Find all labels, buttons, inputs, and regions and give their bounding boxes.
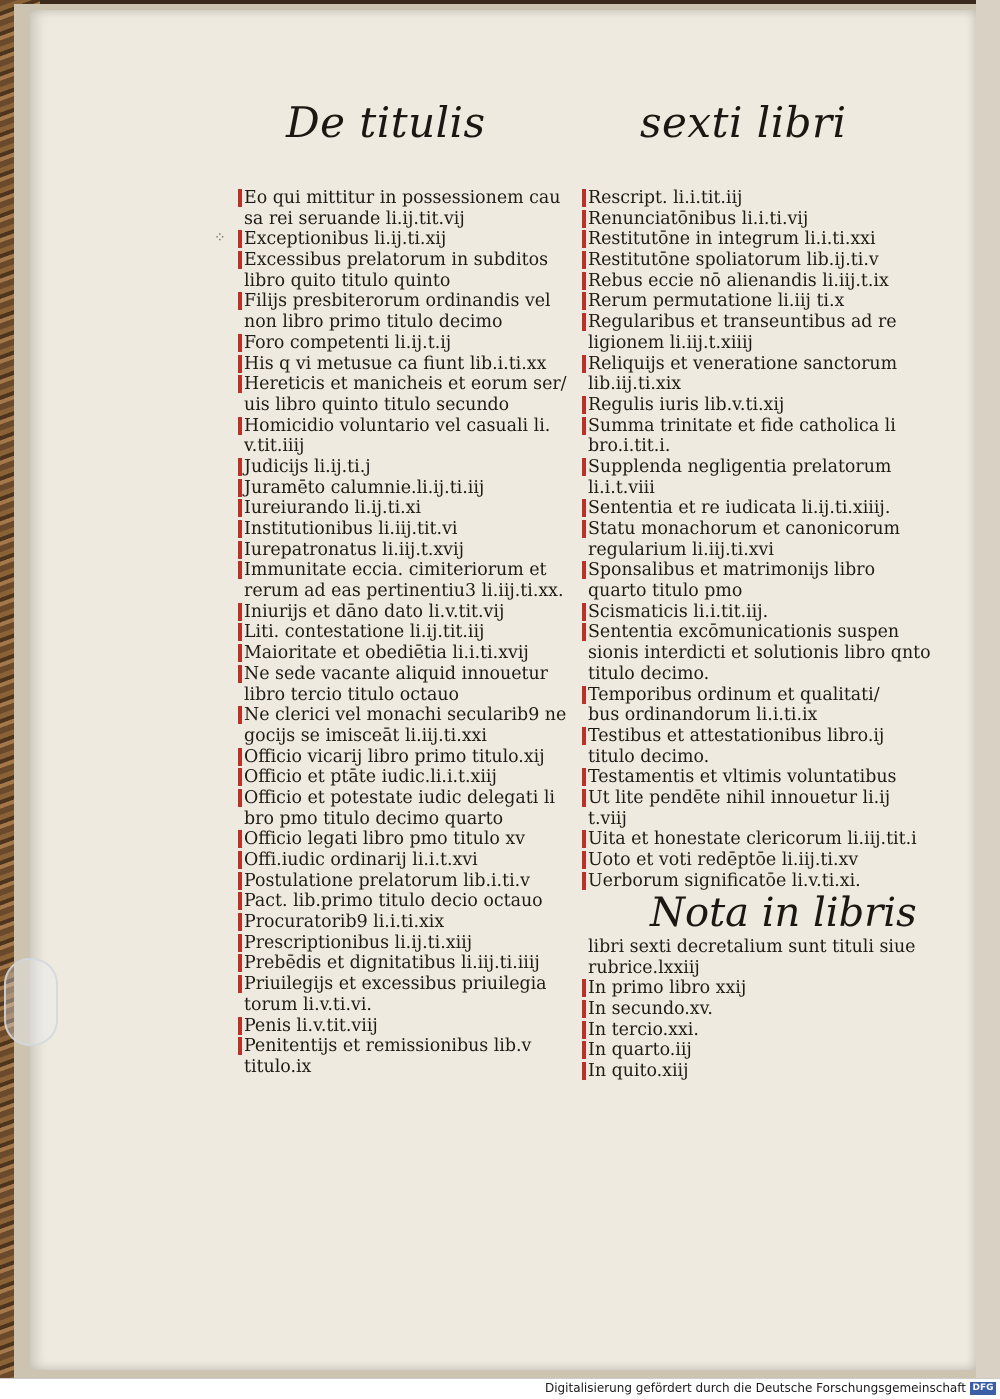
left-line: libro quito titulo quinto — [244, 270, 451, 291]
heading-right: sexti libri — [640, 98, 847, 147]
left-line: Penis li.v.tit.viij — [244, 1016, 567, 1037]
right-line: Ut lite pendēte nihil innouetur li.ij — [588, 788, 931, 809]
rubric-mark — [238, 1037, 242, 1055]
left-line: Excessibus prelatorum in subditos — [244, 250, 567, 271]
left-line: Prescriptionibus li.ij.ti.xiij — [244, 933, 567, 954]
nota-line: In quito.xiij — [588, 1061, 915, 1082]
nota-line: libri sexti decretalium sunt tituli siue — [588, 937, 916, 957]
left-line: Institutionibus li.iij.tit.vi — [244, 519, 567, 540]
rubric-mark — [238, 892, 242, 910]
left-line: v.tit.iiij — [244, 436, 305, 457]
rubric-mark — [238, 748, 242, 766]
right-line: bus ordinandorum li.i.ti.ix — [588, 705, 818, 726]
right-line: Temporibus ordinum et qualitati/ — [588, 685, 931, 706]
rubric-mark — [582, 396, 586, 414]
nota-line: In tercio.xxi. — [588, 1020, 915, 1041]
right-line: t.viij — [588, 808, 627, 829]
left-line: Postulatione prelatorum lib.i.ti.v — [244, 871, 567, 892]
left-line: torum li.v.ti.vi. — [244, 994, 372, 1015]
rubric-mark — [582, 1041, 586, 1059]
rubric-mark — [582, 623, 586, 641]
rubric-mark — [582, 272, 586, 290]
right-line: Uoto et voti redēptōe li.iij.ti.xv — [588, 850, 931, 871]
left-line: Eo qui mittitur in possessionem cau — [244, 188, 567, 209]
rubric-mark — [238, 789, 242, 807]
left-line: non libro primo titulo decimo — [244, 312, 503, 333]
left-line: Exceptionibus li.ij.ti.xij — [244, 229, 567, 250]
rubric-mark — [238, 706, 242, 724]
nota-line: In quarto.iij — [588, 1040, 915, 1061]
rubric-mark — [238, 954, 242, 972]
left-line: Maioritate et obediētia li.i.ti.xvij — [244, 643, 567, 664]
right-line: sionis interdicti et solutionis libro qnto — [588, 643, 931, 664]
left-line: Iniurijs et dāno dato li.v.tit.vij — [244, 602, 567, 623]
rubric-mark — [238, 768, 242, 786]
rubric-mark — [238, 603, 242, 621]
left-line: Officio et ptāte iudic.li.i.t.xiij — [244, 767, 567, 788]
margin-mark-icon: ⁘ — [214, 231, 226, 246]
right-line: Reliquijs et veneratione sanctorum — [588, 354, 931, 375]
nota-column — [588, 937, 915, 1082]
left-line: Officio et potestate iudic delegati li — [244, 788, 567, 809]
nota-line: In secundo.xv. — [588, 999, 915, 1020]
left-line: Ne sede vacante aliquid innouetur — [244, 664, 567, 685]
rubric-mark — [238, 520, 242, 538]
rubric-mark — [582, 768, 586, 786]
right-line: Rescript. li.i.tit.iij — [588, 188, 931, 209]
right-column — [588, 188, 931, 891]
right-line: Renunciatōnibus li.i.ti.vij — [588, 209, 931, 230]
heading-left: De titulis — [286, 98, 486, 147]
right-line: Uita et honestate clericorum li.iij.tit.i — [588, 829, 931, 850]
rubric-mark — [582, 1021, 586, 1039]
right-line: ligionem li.iij.t.xiiij — [588, 332, 753, 353]
right-line: Regularibus et transeuntibus ad re — [588, 312, 931, 333]
rubric-mark — [582, 1000, 586, 1018]
rubric-mark — [582, 292, 586, 310]
rubric-mark — [582, 686, 586, 704]
dfg-logo: DFG — [970, 1382, 996, 1395]
left-line: Filijs presbiterorum ordinandis vel — [244, 291, 567, 312]
left-line: libro tercio titulo octauo — [244, 684, 459, 705]
right-line: li.i.t.viii — [588, 477, 655, 498]
right-line: Regulis iuris lib.v.ti.xij — [588, 395, 931, 416]
rubric-mark — [238, 375, 242, 393]
rubric-mark — [582, 499, 586, 517]
rubric-mark — [582, 789, 586, 807]
rubric-mark — [582, 851, 586, 869]
left-line: sa rei seruande li.ij.tit.vij — [244, 208, 465, 229]
right-line: Restitutōne in integrum li.i.ti.xxi — [588, 229, 931, 250]
right-line: Sententia excōmunicationis suspen — [588, 622, 931, 643]
right-line: Testamentis et vltimis voluntatibus — [588, 767, 931, 788]
left-line: rerum ad eas pertinentiu3 li.iij.ti.xx. — [244, 581, 564, 602]
left-line: Pact. lib.primo titulo decio octauo — [244, 891, 567, 912]
footer-credit: Digitalisierung gefördert durch die Deutsche Forschungsgemeinschaft — [544, 1381, 966, 1395]
footer-bar — [0, 1378, 1000, 1399]
left-line: Foro competenti li.ij.t.ij — [244, 333, 567, 354]
rubric-mark — [582, 230, 586, 248]
left-line: Priuilegijs et excessibus priuilegia — [244, 974, 567, 995]
left-line: Officio vicarij libro primo titulo.xij — [244, 747, 567, 768]
left-line: titulo.ix — [244, 1056, 312, 1077]
page-clip — [4, 958, 58, 1046]
left-line: Iureiurando li.ij.ti.xi — [244, 498, 567, 519]
rubric-mark — [582, 313, 586, 331]
rubric-mark — [238, 561, 242, 579]
rubric-mark — [238, 665, 242, 683]
right-line: titulo decimo. — [588, 746, 710, 767]
rubric-mark — [238, 479, 242, 497]
left-column — [244, 188, 567, 1078]
rubric-mark — [238, 499, 242, 517]
left-line: Iurepatronatus li.iij.t.xvij — [244, 540, 567, 561]
right-line: quarto titulo pmo — [588, 581, 743, 602]
rubric-mark — [582, 872, 586, 890]
left-line: uis libro quinto titulo secundo — [244, 394, 510, 415]
rubric-mark — [238, 644, 242, 662]
left-line: Prebēdis et dignitatibus li.iij.ti.iiij — [244, 953, 567, 974]
right-line: Scismaticis li.i.tit.iij. — [588, 602, 931, 623]
right-line: Rerum permutatione li.iij ti.x — [588, 291, 931, 312]
rubric-mark — [582, 251, 586, 269]
rubric-mark — [582, 1062, 586, 1080]
rubric-mark — [582, 458, 586, 476]
rubric-mark — [238, 830, 242, 848]
right-line: Supplenda negligentia prelatorum — [588, 457, 931, 478]
rubric-mark — [238, 334, 242, 352]
right-line: Sponsalibus et matrimonijs libro — [588, 560, 931, 581]
right-margin-strip — [976, 0, 1000, 1378]
rubric-mark — [238, 292, 242, 310]
rubric-mark — [238, 934, 242, 952]
left-line: Hereticis et manicheis et eorum ser/ — [244, 374, 567, 395]
rubric-mark — [582, 210, 586, 228]
right-line: Rebus eccie nō alienandis li.iij.t.ix — [588, 271, 931, 292]
rubric-mark — [582, 727, 586, 745]
rubric-mark — [238, 541, 242, 559]
rubric-mark — [582, 830, 586, 848]
left-line: Liti. contestatione li.ij.tit.iij — [244, 622, 567, 643]
rubric-mark — [582, 417, 586, 435]
nota-heading: Nota in libris — [650, 890, 917, 936]
left-line: Penitentijs et remissionibus lib.v — [244, 1036, 567, 1057]
right-line: Restitutōne spoliatorum lib.ij.ti.v — [588, 250, 931, 271]
right-line: Testibus et attestationibus libro.ij — [588, 726, 931, 747]
rubric-mark — [238, 355, 242, 373]
rubric-mark — [582, 603, 586, 621]
rubric-mark — [238, 913, 242, 931]
right-line: bro.i.tit.i. — [588, 436, 671, 457]
left-line: Homicidio voluntario vel casuali li. — [244, 416, 567, 437]
rubric-mark — [238, 872, 242, 890]
left-line: Judicijs li.ij.ti.j — [244, 457, 567, 478]
left-line: Procuratorib9 li.i.ti.xix — [244, 912, 567, 933]
rubric-mark — [238, 230, 242, 248]
rubric-mark — [582, 561, 586, 579]
left-line: Officio legati libro pmo titulo xv — [244, 829, 567, 850]
left-line: bro pmo titulo decimo quarto — [244, 808, 504, 829]
rubric-mark — [238, 458, 242, 476]
nota-line: In primo libro xxij — [588, 978, 915, 999]
right-line: Statu monachorum et canonicorum — [588, 519, 931, 540]
rubric-mark — [238, 623, 242, 641]
rubric-mark — [238, 189, 242, 207]
rubric-mark — [582, 189, 586, 207]
nota-line: rubrice.lxxiij — [588, 957, 700, 978]
rubric-mark — [238, 417, 242, 435]
right-line: lib.iij.ti.xix — [588, 374, 682, 395]
right-line: Uerborum significatōe li.v.ti.xi. — [588, 871, 931, 892]
left-line: His q vi metusue ca fiunt lib.i.ti.xx — [244, 354, 567, 375]
left-line: Juramēto calumnie.li.ij.ti.iij — [244, 478, 567, 499]
rubric-mark — [582, 979, 586, 997]
rubric-mark — [582, 520, 586, 538]
rubric-mark — [238, 251, 242, 269]
right-line: Sententia et re iudicata li.ij.ti.xiiij. — [588, 498, 931, 519]
rubric-mark — [238, 975, 242, 993]
right-line: titulo decimo. — [588, 663, 710, 684]
right-line: regularium li.iij.ti.xvi — [588, 539, 774, 560]
left-line: Ne clerici vel monachi secularib9 ne — [244, 705, 567, 726]
rubric-mark — [582, 355, 586, 373]
left-line: Offi.iudic ordinarij li.i.t.xvi — [244, 850, 567, 871]
rubric-mark — [238, 851, 242, 869]
left-line: gocijs se imisceāt li.iij.ti.xxi — [244, 725, 487, 746]
left-line: Immunitate eccia. cimiteriorum et — [244, 560, 567, 581]
right-line: Summa trinitate et fide catholica li — [588, 416, 931, 437]
rubric-mark — [238, 1017, 242, 1035]
